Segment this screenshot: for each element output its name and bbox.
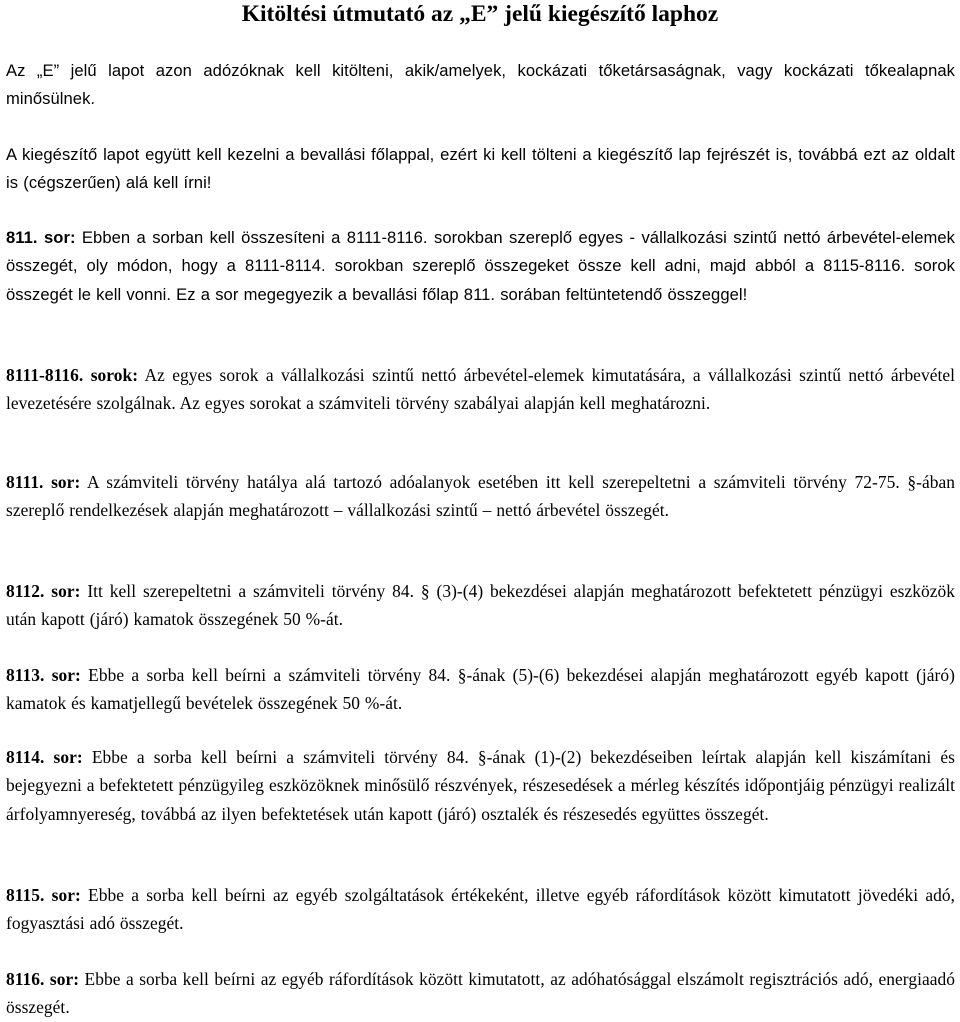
row-8114-paragraph (6, 743, 955, 828)
row-8111-paragraph (6, 468, 955, 525)
row-number: 8116. sor: (6, 969, 80, 989)
row-number: 811. sor: (6, 228, 76, 247)
row-8113-paragraph (6, 661, 955, 718)
row-text: Az egyes sorok a vállalkozási szintű nettó árbevétel-elemek kimutatására, a vállalkozási szintű nettó árbevétel levezetésére szolgálnak. Az egyes sorokat a számviteli törvény szabályai alapján kell meghatározni. (6, 365, 956, 414)
row-8112-paragraph (6, 577, 955, 634)
row-text: Itt kell szerepeltetni a számviteli törvény 84. § (3)-(4) bekezdései alapján meghatározott befektetett pénzügyi eszközök után kapott (járó) kamatok összegének 50 %-át. (6, 581, 955, 630)
row-text: Ebbe a sorba kell beírni az egyéb szolgáltatások értékeként, illetve egyéb ráfordítások között kimutatott jövedéki adó, fogyasztási adó összegét. (6, 885, 955, 934)
row-811-paragraph (6, 224, 955, 309)
row-number: 8114. sor: (6, 747, 83, 767)
row-text: Ebbe a sorba kell beírni a számviteli törvény 84. §-ának (5)-(6) bekezdései alapján meghatározott egyéb kapott (járó) kamatok és kamatjellegű bevételek összegének 50 %-át. (6, 665, 955, 714)
row-text: Ebbe a sorba kell beírni a számviteli törvény 84. §-ának (1)-(2) bekezdéseiben leírtak alapján kell kiszámítani és bejegyezni a befektetett pénzügyileg eszközöknek minősülő részvények, részesedések a mérleg készítés időpontjáig pénzügyi realizált árfolyamnyereség, továbbá az ilyen befektetések után kapott (járó) osztalék és részesedés együttes összegét. (6, 747, 955, 824)
row-8115-paragraph (6, 881, 955, 938)
row-8111-8116-paragraph (6, 361, 955, 418)
row-number: 8112. sor: (6, 581, 81, 601)
row-text: A számviteli törvény hatálya alá tartozó adóalanyok esetében itt kell szerepeltetni a számviteli törvény 72-75. §-ában szereplő rendelkezések alapján meghatározott – vállalkozási szintű – nettó árbevétel összegét. (6, 472, 955, 521)
row-number: 8115. sor: (6, 885, 81, 905)
row-8116-paragraph (6, 965, 955, 1022)
row-text: Ebben a sorban kell összesíteni a 8111-8116. sorokban szereplő egyes - vállalkozási szintű nettó árbevétel-elemek összegét, oly módon, hogy a 8111-8114. sorokban szereplő összegeket össze kell adni, majd abból a 8115-8116. sorok összegét le kell vonni. Ez a sor megegyezik a bevallási főlap 811. sorában feltüntetendő összeggel! (6, 228, 955, 304)
page-title: Kitöltési útmutató az „E” jelű kiegészítő laphoz (241, 1, 719, 27)
row-number: 8113. sor: (6, 665, 81, 685)
intro-paragraph-1: Az „E” jelű lapot azon adózóknak kell kitölteni, akik/amelyek, kockázati tőketársaságnak, vagy kockázati tőkealapnak minősülnek. (6, 61, 955, 109)
intro-paragraph-2: A kiegészítő lapot együtt kell kezelni a bevallási főlappal, ezért ki kell tölteni a kiegészítő lap fejrészét is, továbbá ezt az oldalt is (cégszerűen) alá kell írni! (6, 145, 955, 193)
row-number: 8111. sor: (6, 472, 81, 492)
row-number: 8111-8116. sorok: (6, 365, 139, 385)
row-text: Ebbe a sorba kell beírni az egyéb ráfordítások között kimutatott, az adóhatósággal elszámolt regisztrációs adó, energiaadó összegét. (6, 969, 955, 1018)
